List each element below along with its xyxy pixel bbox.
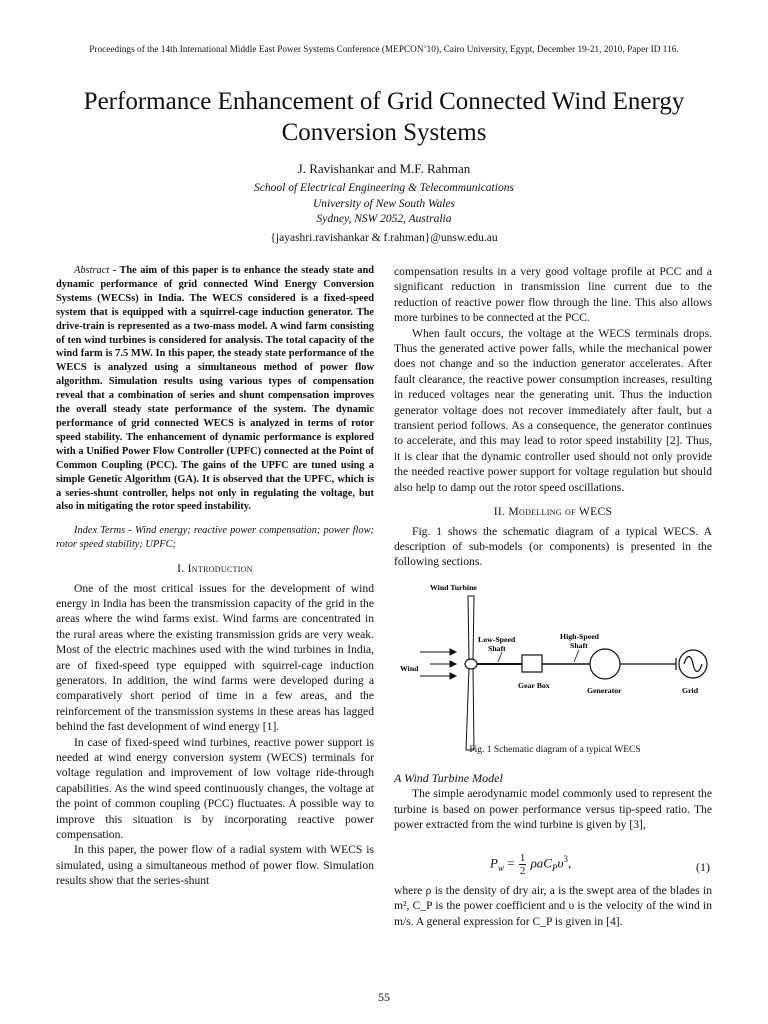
label-low-shaft: Shaft [488, 644, 506, 653]
eq-fraction [519, 852, 527, 877]
high-shaft-pointer [574, 650, 579, 662]
paper-title: Performance Enhancement of Grid Connected Wind Energy Conversion Systems [83, 88, 685, 146]
turbine-blade-upper [468, 596, 474, 660]
turbine-blade-lower [466, 668, 474, 750]
generator [590, 649, 620, 679]
label-wind-turbine: Wind Turbine [430, 583, 477, 592]
affiliation-line: School of Electrical Engineering & Telecommunications [254, 182, 514, 194]
section-heading-introduction: I. Introduction [177, 562, 253, 576]
eq-rhs-sup: 3 [563, 854, 568, 865]
equation-number: (1) [696, 860, 710, 874]
equation-body: $P_w$ = $\frac{1}{2}$ $\rho aC_P\upsilon^3$, [490, 852, 572, 877]
abstract [56, 264, 374, 514]
right-column [394, 264, 712, 570]
label-generator: Generator [587, 686, 622, 695]
subsection-heading: A Wind Turbine Model [394, 771, 503, 785]
wecs-schematic-figure [394, 580, 716, 760]
paragraph: In this paper, the power flow of a radial system with WECS is simulated, using a simultaneous method of power flow. Simulation results show that the series-shunt [56, 843, 374, 888]
page-number: 55 [378, 990, 390, 1004]
gear-box [522, 655, 542, 672]
paragraph: In case of fixed-speed wind turbines, reactive power support is needed at wind energy conversion system (WECS) terminals for voltage regulation and improvement of low voltage ride-through capabilities. As the wind speed continuously changes, the voltage at the point of common coupling (PCC) fluctuates. A possible way to improve this situation is by incorporating reactive power compensation. [56, 735, 374, 842]
authors: J. Ravishankar and M.F. Rahman [297, 161, 471, 176]
label-grid: Grid [682, 686, 699, 695]
proceedings-header: Proceedings of the 14th International Middle East Power Systems Conference (MEPCON’10), Cairo University, Egypt, December 19-21, 2010, Paper ID 116. [89, 44, 679, 54]
paragraph: One of the most critical issues for the development of wind energy in India has been the transmission capacity of the grid in the areas where the wind farms exist. Wind farms are concentrated in the rural areas where the existing transmission grids are very weak. Most of the electric machines used with the wind turbines in India, are of fixed-speed type equipped with squirrel-cage induction generators. In addition, the wind farms were developed during a comparatively short period of time in a few areas, and the reinforcement of the transmission systems in these areas has lagged behind the fast development of wind energy [1]. [56, 581, 374, 734]
eq-numerator: 1 [519, 852, 526, 864]
label-wind: Wind [400, 664, 419, 673]
subsection-wind-turbine-model [394, 771, 712, 833]
affiliation [0, 181, 768, 228]
eq-end: , [567, 855, 572, 871]
wind-arrows [420, 649, 456, 679]
index-terms: Index Terms - Wind energy; reactive power compensation; power flow; rotor speed stability; UPFC; [56, 525, 374, 551]
abstract-text: - The aim of this paper is to enhance the steady state and dynamic performance of grid connected Wind Energy Conversion Systems (WECSs) in India. The WECS considered is a fixed-speed system that is equipped with a squirrel-cage induction generator. The drive-train is represented as a two-mass model. A wind farm consisting of ten wind turbines is considered for analysis. The total capacity of the wind farm is 7.5 MW. In this paper, the steady state performance of the WECS is analyzed using a simultaneous method of power flow algorithm. Simulation results using various types of compensation reveal that a combination of series and shunt compensation improves the overall steady state performance of the system. The dynamic performance of grid connected WECS is analyzed in terms of rotor speed stability. The enhancement of dynamic performance is explored with a Unified Power Flow Controller (UPFC) connected at the Point of Common Coupling (PCC). The gains of the UPFC are tuned using a simple Genetic Algorithm (GA). It is observed that the UPFC, which is a series-shunt controller, helps not only in regulating the voltage, but also in mitigating the rotor speed instability. [56, 265, 374, 513]
label-high-speed: High-Speed [560, 632, 599, 641]
left-column [56, 264, 374, 889]
eq-rhs: ρaC [530, 855, 552, 871]
eq-rhs-sub: P [551, 863, 558, 874]
eq-rhs-tail: υ [557, 855, 564, 871]
affiliation-line: Sydney, NSW 2052, Australia [316, 213, 452, 225]
section-heading-modelling: II. Modelling of WECS [493, 505, 613, 519]
low-shaft-pointer [498, 652, 502, 662]
eq-lhs-sub: w [497, 863, 504, 874]
affiliation-line: University of New South Wales [312, 197, 456, 210]
figure-caption: Fig. 1 Schematic diagram of a typical WECS [469, 745, 641, 755]
turbine-hub [465, 659, 477, 669]
eq-lhs: P [490, 855, 498, 871]
after-equation-text-block [394, 883, 712, 929]
label-low-speed: Low-Speed [478, 635, 516, 644]
paragraph: When fault occurs, the voltage at the WECS terminals drops. Thus the generated active power falls, while the mechanical power does not change and so the induction generator accelerates. After fault clearance, the reactive power consumption increases, resulting in reduced voltages near the generating unit. Thus the induction generator voltage does not recover immediately after fault, but a transient period follows. As a consequence, the generator continues to accelerate, and this may lead to rotor speed instability [2]. Thus, it is clear that the dynamic controller used should not only provide the needed reactive power support for voltage regulation but should also help to damp out the rotor speed oscillations. [394, 326, 712, 494]
label-gear-box: Gear Box [518, 681, 550, 690]
paragraph: The simple aerodynamic model commonly used to represent the turbine is based on power performance versus tip-speed ratio. The power extracted from the wind turbine is given by [3], [394, 787, 712, 832]
label-high-shaft: Shaft [570, 641, 588, 650]
eq-denominator: 2 [519, 865, 526, 877]
paragraph: compensation results in a very good voltage profile at PCC and a significant reduction in transmission line current due to the reduction of reactive power flow through the line. This also allows more turbines to be connected at the PCC. [394, 265, 712, 325]
paragraph: Fig. 1 shows the schematic diagram of a typical WECS. A description of sub-models (or components) is presented in the following sections. [394, 524, 712, 569]
equation-1 [394, 852, 712, 886]
abstract-label: Abstract [74, 265, 110, 276]
author-email: {jayashri.ravishankar & f.rahman}@unsw.edu.au [270, 232, 498, 244]
paragraph: where ρ is the density of dry air, a is the swept area of the blades in m², C_P is the power coefficient and υ is the velocity of the wind in m/s. A general expression for C_P is given in [4]. [394, 884, 712, 928]
